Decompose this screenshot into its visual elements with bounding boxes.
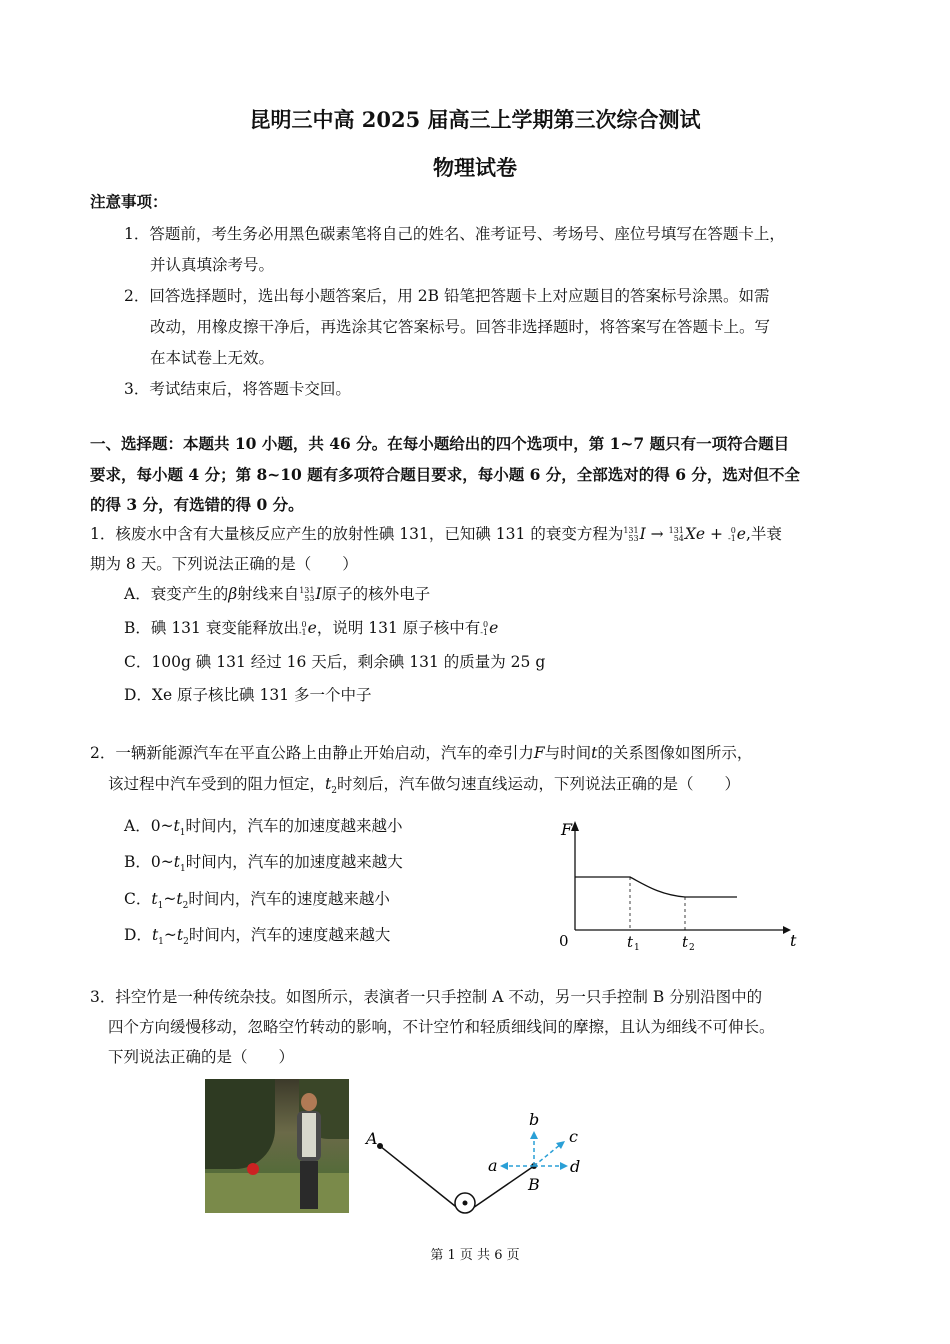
label-A: A <box>366 1129 378 1148</box>
notice-item: 在本试卷上无效。 <box>150 349 275 367</box>
q3-stem: 3．抖空竹是一种传统杂技。如图所示，表演者一只手控制 A 不动，另一只手控制 B 分别沿图中的 <box>90 988 763 1006</box>
q3-diabolo-diagram <box>360 1100 600 1220</box>
graph-tick-t2-sub: 2 <box>689 943 695 953</box>
q1-stem-text: 1．核废水中含有大量核反应产生的放射性碘 131，已知碘 131 的衰变方程为 <box>90 525 624 543</box>
notice-item: 2．回答选择题时，选出每小题答案后，用 2B 铅笔把答题卡上对应题目的答案标号涂黑。如需 <box>124 287 770 305</box>
q3-stem-line3: 下列说法正确的是（ ） <box>108 1048 295 1066</box>
string-right <box>470 1166 534 1210</box>
q2-option-d: D．$t_1\sim t_2$时间内，汽车的速度越来越大 <box>124 926 391 948</box>
section-instructions: 的得 3 分，有选错的得 0 分。 <box>90 495 304 514</box>
graph-tick-t1-sub: 1 <box>634 943 640 953</box>
label-c: c <box>569 1127 578 1146</box>
q1-option-a: A．衰变产生的β射线来自131 53I原子的核外电子 <box>124 585 431 603</box>
section-instructions: 要求，每小题 4 分；第 8~10 题有多项符合题目要求，每小题 6 分，全部选对的得 6 分，选对但不全 <box>90 465 800 484</box>
y-axis-arrow <box>571 821 579 831</box>
notice-item: 并认真填涂考号。 <box>150 256 275 274</box>
arrow-c <box>534 1144 561 1166</box>
exam-title: 昆明三中高 2025 届高三上学期第三次综合测试 <box>249 107 701 132</box>
q2-stem: 2．一辆新能源汽车在平直公路上由静止开始启动，汽车的牵引力F与时间t的关系图像如图所示， <box>90 744 753 762</box>
graph-tick-t2: t <box>682 933 689 951</box>
graph-xlabel: t <box>790 931 797 950</box>
notice-item: 改动，用橡皮擦干净后，再选涂其它答案标号。回答非选择题时，将答案写在答题卡上。写 <box>150 318 771 336</box>
section-instructions: 一、选择题：本题共 10 小题，共 46 分。在每小题给出的四个选项中，第 1~7 题只有一项符合题目 <box>90 434 790 453</box>
q1-eq-iodine: 131 53 <box>623 526 639 543</box>
label-d: d <box>570 1157 581 1176</box>
q2-option-b: B．$0\sim t_1$时间内，汽车的加速度越来越大 <box>124 853 403 875</box>
diabolo-performer-photo <box>205 1079 349 1213</box>
exam-subtitle: 物理试卷 <box>433 155 517 180</box>
notice-item: 1．答题前，考生务必用黑色碳素笔将自己的姓名、准考证号、考场号、座位号填写在答题卡上， <box>124 225 785 243</box>
graph-tick-t1: t <box>627 933 634 951</box>
q2-force-time-graph <box>545 815 815 955</box>
string-left <box>380 1146 460 1210</box>
notice-item: 3．考试结束后，将答题卡交回。 <box>124 380 351 398</box>
label-B: B <box>528 1175 540 1194</box>
q1-option-c: C．100g 碘 131 经过 16 天后，剩余碘 131 的质量为 25 g <box>124 653 546 671</box>
q1-stem-line2: 期为 8 天。下列说法正确的是（ ） <box>90 555 358 573</box>
notice-heading: 注意事项： <box>90 192 168 211</box>
q1-option-b: B．碘 131 衰变能释放出 0 -1e，说明 131 原子核中有 0 -1e <box>124 619 499 637</box>
q1-stem: 1．核废水中含有大量核反应产生的放射性碘 131，已知碘 131 的衰变方程为131 53I → 131 54Xe + 0 -1e,半衰 <box>90 525 782 543</box>
q1-option-d: D．Xe 原子核比碘 131 多一个中子 <box>124 686 372 704</box>
page-footer: 第 1 页 共 6 页 <box>430 1248 520 1263</box>
q2-option-a: A．$0\sim t_1$时间内，汽车的加速度越来越小 <box>124 817 403 839</box>
graph-origin: 0 <box>559 932 569 950</box>
q2-option-c: C．$t_1\sim t_2$时间内，汽车的速度越来越小 <box>124 890 390 912</box>
graph-ylabel: F <box>561 820 573 839</box>
label-b: b <box>529 1110 540 1129</box>
label-a: a <box>488 1156 498 1175</box>
force-curve <box>575 877 737 897</box>
q3-stem-line2: 四个方向缓慢移动，忽略空竹转动的影响，不计空竹和轻质细线间的摩擦，且认为细线不可伸长。 <box>108 1018 775 1036</box>
point-a <box>377 1143 383 1149</box>
q2-stem-line2: 该过程中汽车受到的阻力恒定，$t_2$时刻后，汽车做匀速直线运动，下列说法正确的是（ ） <box>108 775 740 797</box>
